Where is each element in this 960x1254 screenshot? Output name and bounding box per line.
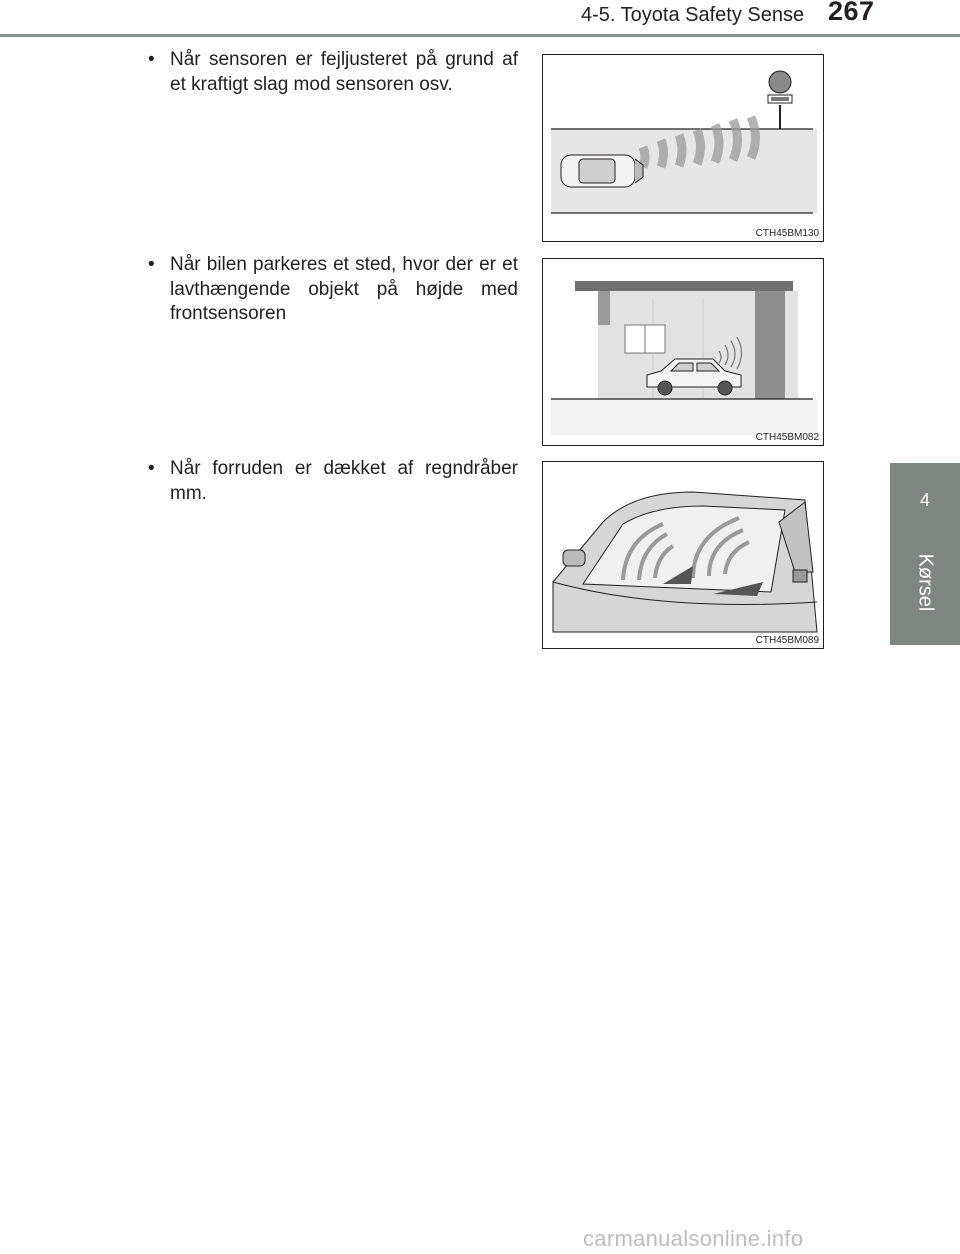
misaligned-sensor-illustration [543, 55, 823, 241]
figure-caption: CTH45BM130 [755, 228, 819, 239]
figure-windshield-raindrops [542, 461, 824, 649]
figure-caption: CTH45BM082 [755, 432, 819, 443]
bullet-text: Når bilen parkeres et sted, hvor der er et lavthængende objekt på højde med frontsensoren [170, 254, 518, 324]
section-title: 4-5. Toyota Safety Sense [581, 4, 805, 26]
bullet-marker: • [148, 254, 155, 275]
chapter-label: Kørsel [914, 553, 937, 612]
figure-low-hanging-object [542, 258, 824, 446]
side-mirror-icon [563, 550, 585, 566]
chapter-tab[interactable] [890, 463, 960, 645]
bullet-marker: • [148, 49, 155, 70]
bullet-text: Når sensoren er fejljusteret på grund af et kraftigt slag mod sensoren osv. [170, 49, 518, 95]
page-number: 267 [828, 0, 875, 26]
bullet-item [150, 457, 518, 506]
chapter-number: 4 [919, 490, 930, 510]
figure-sensor-misaligned [542, 54, 824, 242]
figure-caption: CTH45BM089 [755, 635, 819, 646]
bullet-marker: • [148, 458, 155, 479]
car-topview-icon [561, 155, 643, 187]
bullet-item [150, 48, 518, 97]
parked-car-illustration [543, 259, 823, 445]
bullet-text: Når forruden er dækket af regndråber mm. [170, 458, 518, 504]
header-divider [0, 34, 960, 37]
watermark: carmanualsonline.info [583, 1226, 804, 1251]
road-sign-icon [768, 71, 792, 129]
windshield-illustration [543, 462, 823, 648]
bullet-item [150, 253, 518, 327]
